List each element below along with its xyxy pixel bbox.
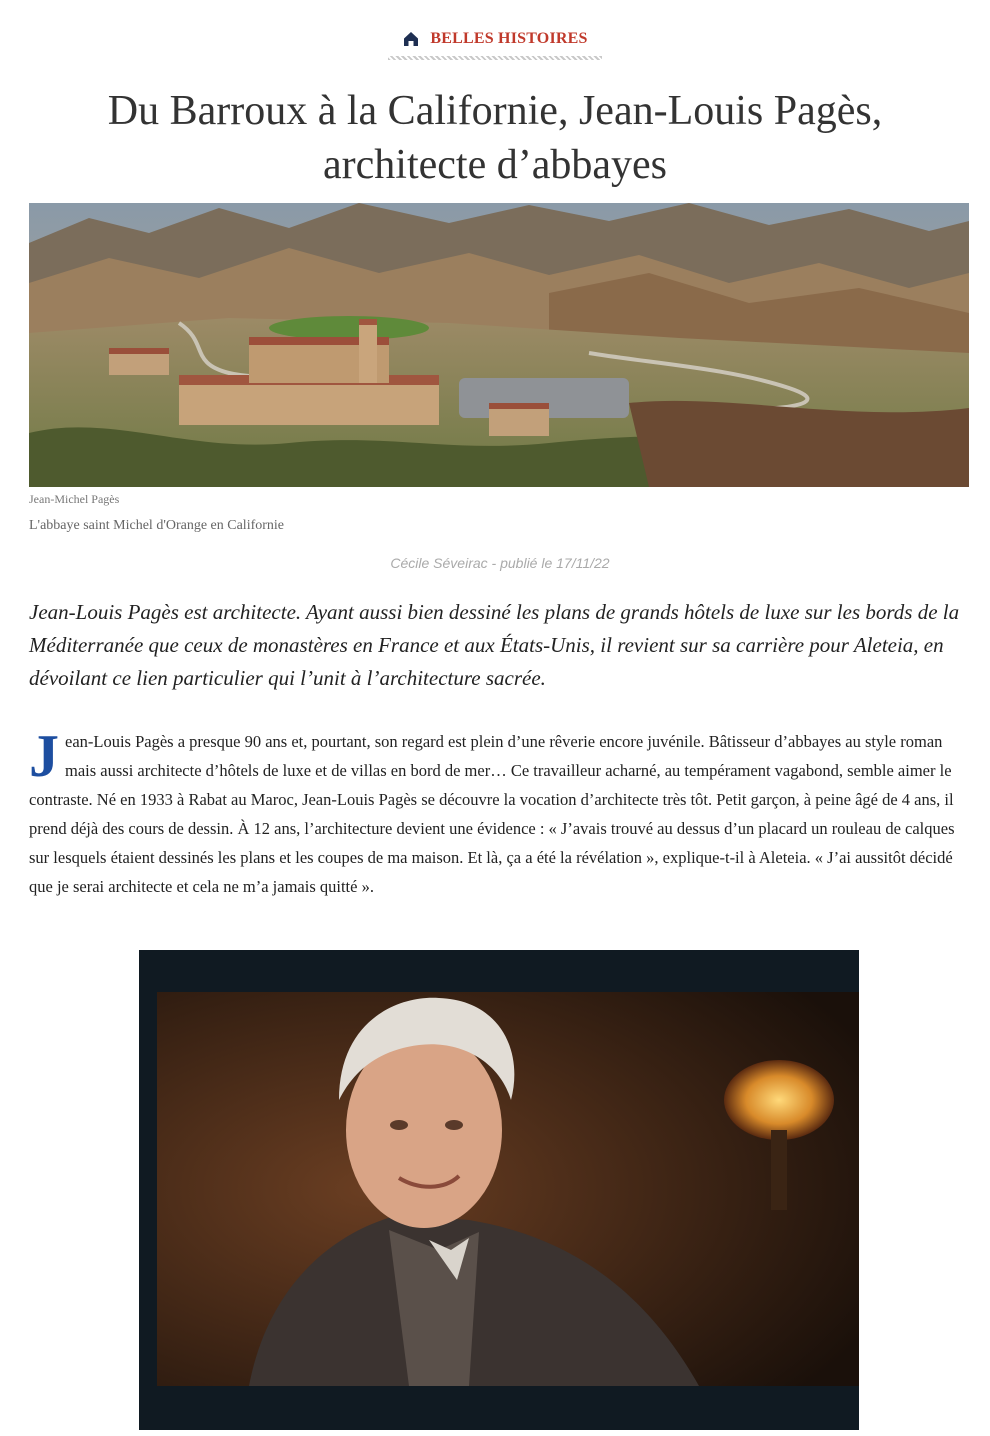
article-body	[29, 723, 971, 901]
article-title: Du Barroux à la Californie, Jean-Louis Pagès, architecte d’abbayes	[107, 88, 883, 188]
article-lead: Jean-Louis Pagès est architecte. Ayant aussi bien dessiné les plans de grands hôtels de luxe sur les bords de la Méditerranée que ceux de monastères en France et aux États-Unis, il revient sur sa carrière pour Aleteia, en dévoilant ce lien particulier qui l’unit à l’architecture sacrée.	[29, 600, 960, 690]
portrait-video-frame	[139, 950, 859, 1430]
image-caption: L'abbaye saint Michel d'Orange en Californie	[29, 518, 285, 533]
abbey-landscape-image	[29, 203, 969, 487]
category-label: BELLES HISTOIRES	[430, 30, 588, 47]
dropcap: J	[29, 723, 59, 789]
hero-image[interactable]	[29, 203, 969, 487]
video-player[interactable]	[139, 950, 859, 1430]
byline: Cécile Séveirac - publié le 17/11/22	[390, 555, 610, 571]
category-header	[0, 30, 990, 60]
category-link[interactable]	[402, 30, 587, 60]
image-credit: Jean-Michel Pagès	[29, 492, 120, 506]
body-paragraph: ean-Louis Pagès a presque 90 ans et, pourtant, son regard est plein d’une rêverie encore juvénile. Bâtisseur d’abbayes au style roman mais aussi architecte d’hôtels de luxe et de villas en bord de mer… Ce travailleur acharné, au tempérament vagabond, semble aimer le contraste. Né en 1933 à Rabat au Maroc, Jean-Louis Pagès se découvre la vocation d’architecte très tôt. Petit garçon, à peine âgé de 4 ans, il prend déjà des cours de dessin. À 12 ans, l’architecture devient une évidence : « J’avais trouvé au dessus d’un placard un rouleau de calques sur lesquels étaient dessinés les plans et les coupes de ma maison. Et là, ça a été la révélation », explique-t-il à Aleteia. « J’ai aussitôt décidé que je serai architecte et cela ne m’a jamais quitté ».	[29, 732, 955, 896]
home-icon	[402, 30, 420, 48]
